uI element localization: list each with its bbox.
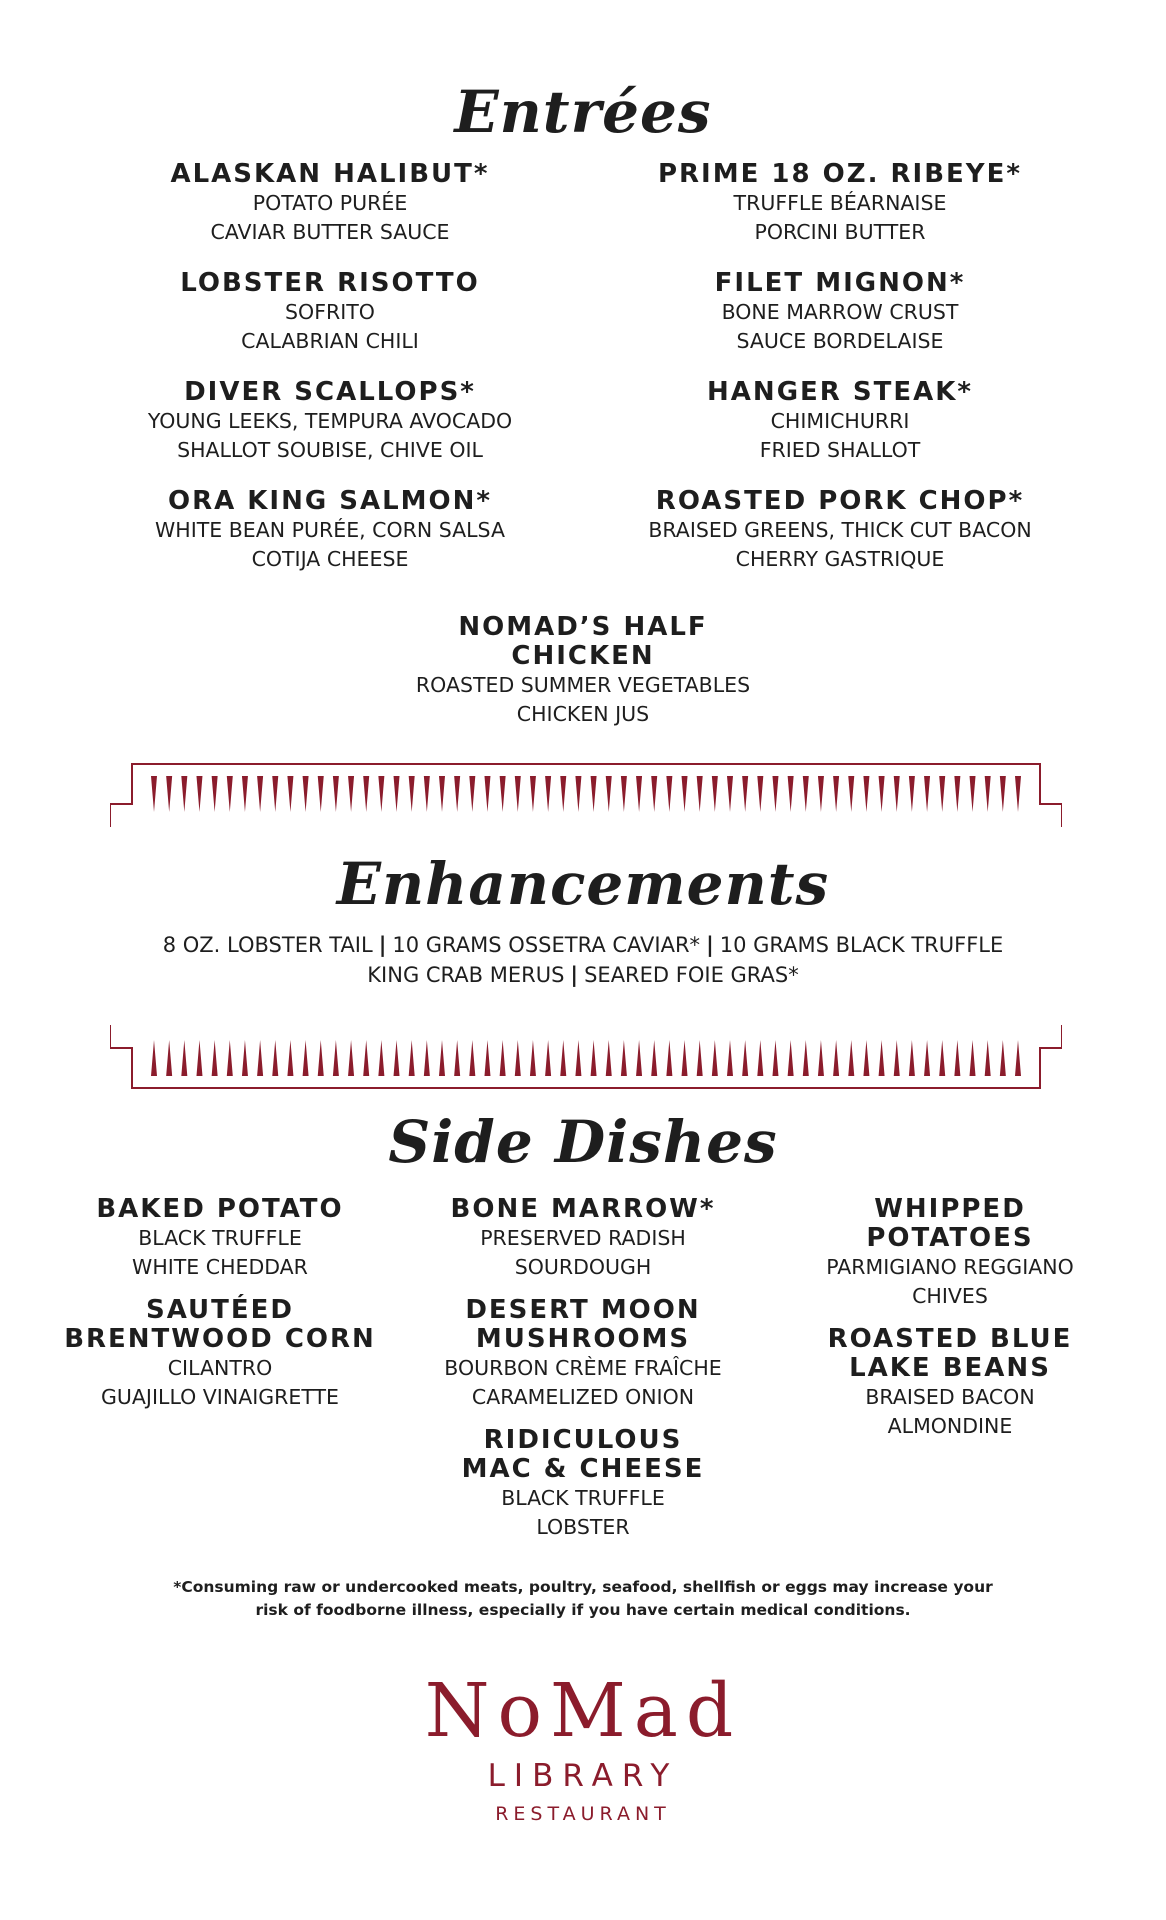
divider-spike [348,776,354,812]
dish-description: POTATO PURÉE [252,191,408,215]
divider-spike [1015,1040,1021,1076]
divider-spike [212,776,218,812]
dish-description: CHIVES [912,1284,988,1308]
dish-name: ROASTED BLUE [827,1324,1073,1354]
disclaimer-line: *Consuming raw or undercooked meats, poultry, seafood, shellfish or eggs may increase your [173,1578,993,1596]
dish-description: BOURBON CRÈME FRAÎCHE [444,1356,722,1380]
dish-name: NOMAD’S HALF [458,612,708,642]
divider-spike [227,1040,233,1076]
dish-description: CARAMELIZED ONION [471,1385,695,1409]
divider-spike [409,776,415,812]
divider-spike [469,1040,475,1076]
divider-spike [333,776,339,812]
dish-name: BRENTWOOD CORN [64,1324,376,1354]
separator: | [706,933,714,957]
divider-spike [454,776,460,812]
dish-description: BRAISED BACON [865,1385,1035,1409]
divider-spike [591,776,597,812]
divider-spike [151,1040,157,1076]
side-dish-item [403,1426,763,1542]
dish-description: BONE MARROW CRUST [721,300,959,324]
divider-spike [363,1040,369,1076]
entree-item [590,269,1090,356]
dish-name: LAKE BEANS [849,1353,1051,1383]
divider-spike [909,776,915,812]
divider-spike [636,1040,642,1076]
divider-spike [636,776,642,812]
restaurant-logo [0,1668,1166,1830]
enhancement-item: 8 OZ. LOBSTER TAIL [162,933,373,957]
side-dish-item [403,1296,763,1412]
divider-spike [742,776,748,812]
divider-spike [879,776,885,812]
divider-spike [788,1040,794,1076]
divider-spike [515,776,521,812]
divider-spike [318,776,324,812]
dish-description: BLACK TRUFFLE [138,1226,302,1250]
entrees-title: Entrées [454,78,712,146]
entree-item [80,160,580,247]
dish-description: LOBSTER [536,1515,630,1539]
dish-description: PARMIGIANO REGGIANO [826,1255,1074,1279]
dish-description: SHALLOT SOUBISE, CHIVE OIL [177,438,483,462]
divider-spike [651,1040,657,1076]
dish-description: BLACK TRUFFLE [501,1486,665,1510]
dish-name: ORA KING SALMON* [167,486,493,516]
entree-item [80,269,580,356]
dish-description: CALABRIAN CHILI [241,329,419,353]
disclaimer-line: risk of foodborne illness, especially if you have certain medical conditions. [255,1601,911,1619]
food-safety-disclaimer [0,1576,1166,1622]
divider-spike [363,776,369,812]
logo-wordmark: NoMad [424,1668,742,1754]
entrees-left-column [80,160,580,596]
divider-spike [939,776,945,812]
enhancement-item: 10 GRAMS BLACK TRUFFLE [719,933,1004,957]
divider-spike [697,776,703,812]
dish-description: WHITE CHEDDAR [132,1255,308,1279]
divider-spike [530,776,536,812]
divider-spike [257,1040,263,1076]
enhancement-item: KING CRAB MERUS [367,963,565,987]
divider-spike [242,1040,248,1076]
dish-description: SOFRITO [285,300,375,324]
divider-spike [621,1040,627,1076]
divider-spike [181,776,187,812]
sides-column-2 [403,1195,763,1556]
divider-spike [712,1040,718,1076]
entree-item [80,378,580,465]
divider-spike [879,1040,885,1076]
divider-spike [303,776,309,812]
divider-spike [439,776,445,812]
dish-description: CHICKEN JUS [516,702,650,726]
dish-name: SAUTÉED [146,1295,294,1325]
divider-spike [409,1040,415,1076]
divider-spike [500,776,506,812]
dish-description: SOURDOUGH [514,1255,652,1279]
divider-spike [985,776,991,812]
divider-spike [424,1040,430,1076]
divider-spike [924,1040,930,1076]
divider-spike [757,776,763,812]
divider-spike [575,776,581,812]
divider-spike [742,1040,748,1076]
divider-spike [1015,776,1021,812]
dish-name: BAKED POTATO [96,1194,344,1224]
divider-spike [227,776,233,812]
divider-spike [863,1040,869,1076]
divider-spike [682,1040,688,1076]
divider-spike [697,1040,703,1076]
divider-spike [682,776,688,812]
entree-item [590,487,1090,574]
dish-description: GUAJILLO VINAIGRETTE [101,1385,339,1409]
divider-spike [439,1040,445,1076]
dish-name: MAC & CHEESE [461,1454,705,1484]
dish-name: RIDICULOUS [483,1425,683,1455]
sides-column-3 [770,1195,1130,1455]
divider-spike [848,1040,854,1076]
divider-spike [454,1040,460,1076]
divider-spike [621,776,627,812]
divider-spike [894,1040,900,1076]
entrees-right-column [590,160,1090,596]
dish-name: POTATOES [866,1223,1034,1253]
divider-spike [772,776,778,812]
dish-description: YOUNG LEEKS, TEMPURA AVOCADO [147,409,513,433]
dish-name: CHICKEN [511,641,655,671]
divider-spike [803,776,809,812]
divider-spike [924,776,930,812]
separator: | [378,933,387,957]
divider-spike [954,776,960,812]
entree-item [590,160,1090,247]
divider-spike [591,1040,597,1076]
enhancement-item: 10 GRAMS OSSETRA CAVIAR* [392,933,701,957]
divider-spike [212,1040,218,1076]
dish-name: ROASTED PORK CHOP* [655,486,1025,516]
separator: | [570,963,579,987]
divider-spike [575,1040,581,1076]
dish-description: PRESERVED RADISH [480,1226,686,1250]
divider-spike [803,1040,809,1076]
divider-spike [560,1040,566,1076]
dish-name: DIVER SCALLOPS* [184,377,476,407]
divider-spike [560,776,566,812]
divider-spike [772,1040,778,1076]
divider-spike [196,776,202,812]
dish-description: BRAISED GREENS, THICK CUT BACON [648,518,1032,542]
divider-spike [818,776,824,812]
divider-spike [515,1040,521,1076]
divider-spike [424,776,430,812]
dish-description: CAVIAR BUTTER SAUCE [210,220,450,244]
dish-description: ROASTED SUMMER VEGETABLES [415,673,751,697]
divider-spike [378,1040,384,1076]
dish-description: PORCINI BUTTER [754,220,926,244]
divider-spike [257,776,263,812]
dish-name: HANGER STEAK* [707,377,973,407]
divider-spike [894,776,900,812]
enhancements-line-2 [0,960,1166,990]
sides-column-1 [40,1195,400,1426]
side-dishes-title: Side Dishes [388,1108,778,1176]
dish-description: TRUFFLE BÉARNAISE [733,191,947,215]
divider-spike [166,776,172,812]
logo-tagline: RESTAURANT [495,1803,671,1825]
side-dish-item [40,1195,400,1282]
divider-spike [318,1040,324,1076]
divider-spike [727,1040,733,1076]
divider-spike [848,776,854,812]
dish-name: ALASKAN HALIBUT* [170,159,490,189]
enhancements-title: Enhancements [336,850,830,918]
dish-name: DESERT MOON [465,1295,701,1325]
dish-description: CHERRY GASTRIQUE [735,547,945,571]
dish-description: WHITE BEAN PURÉE, CORN SALSA [155,518,505,542]
dish-description: ALMONDINE [887,1414,1013,1438]
dish-description: CILANTRO [167,1356,273,1380]
enhancements-line-1 [0,930,1166,960]
dish-description: COTIJA CHEESE [251,547,409,571]
divider-spike [727,776,733,812]
side-dish-item [770,1325,1130,1441]
divider-spike [500,1040,506,1076]
entree-item [80,487,580,574]
divider-spike [469,776,475,812]
dish-name: MUSHROOMS [475,1324,691,1354]
divider-spike [606,776,612,812]
dish-name: WHIPPED [874,1194,1026,1224]
divider-spike [394,1040,400,1076]
divider-spike [818,1040,824,1076]
divider-spike [909,1040,915,1076]
entree-item [590,378,1090,465]
divider-spike [272,776,278,812]
divider-spike [1000,1040,1006,1076]
divider-spike [833,1040,839,1076]
decorative-divider-top [110,762,1062,832]
enhancements-list [0,930,1166,990]
divider-spike [666,776,672,812]
divider-spike [166,1040,172,1076]
divider-spike [651,776,657,812]
side-dish-item [403,1195,763,1282]
divider-spike [181,1040,187,1076]
divider-spike [242,776,248,812]
divider-spike [954,1040,960,1076]
divider-spike [394,776,400,812]
divider-spike [333,1040,339,1076]
divider-spike [545,776,551,812]
dish-name: FILET MIGNON* [714,268,966,298]
divider-spike [484,1040,490,1076]
divider-spike [287,776,293,812]
dish-description: CHIMICHURRI [770,409,910,433]
dish-name: LOBSTER RISOTTO [180,268,480,298]
divider-spike [1000,776,1006,812]
divider-spike [863,776,869,812]
divider-spike [151,776,157,812]
divider-spike [272,1040,278,1076]
divider-spike [970,1040,976,1076]
divider-spike [666,1040,672,1076]
divider-spike [348,1040,354,1076]
divider-spike [530,1040,536,1076]
divider-spike [757,1040,763,1076]
divider-spike [833,776,839,812]
entree-item [333,613,833,729]
divider-spike [484,776,490,812]
entree-featured-item [333,613,833,751]
divider-spike [939,1040,945,1076]
logo-subtitle: LIBRARY [487,1758,679,1794]
divider-spike [985,1040,991,1076]
dish-description: FRIED SHALLOT [759,438,921,462]
divider-spike [303,1040,309,1076]
enhancement-item: SEARED FOIE GRAS* [584,963,799,987]
dish-name: PRIME 18 OZ. RIBEYE* [657,159,1022,189]
decorative-divider-bottom [110,1020,1062,1090]
divider-spike [196,1040,202,1076]
dish-description: SAUCE BORDELAISE [736,329,944,353]
divider-spike [970,776,976,812]
side-dish-item [770,1195,1130,1311]
divider-spike [788,776,794,812]
divider-spike [606,1040,612,1076]
divider-spike [545,1040,551,1076]
dish-name: BONE MARROW* [450,1194,716,1224]
divider-spike [287,1040,293,1076]
divider-spike [712,776,718,812]
side-dish-item [40,1296,400,1412]
divider-spike [378,776,384,812]
